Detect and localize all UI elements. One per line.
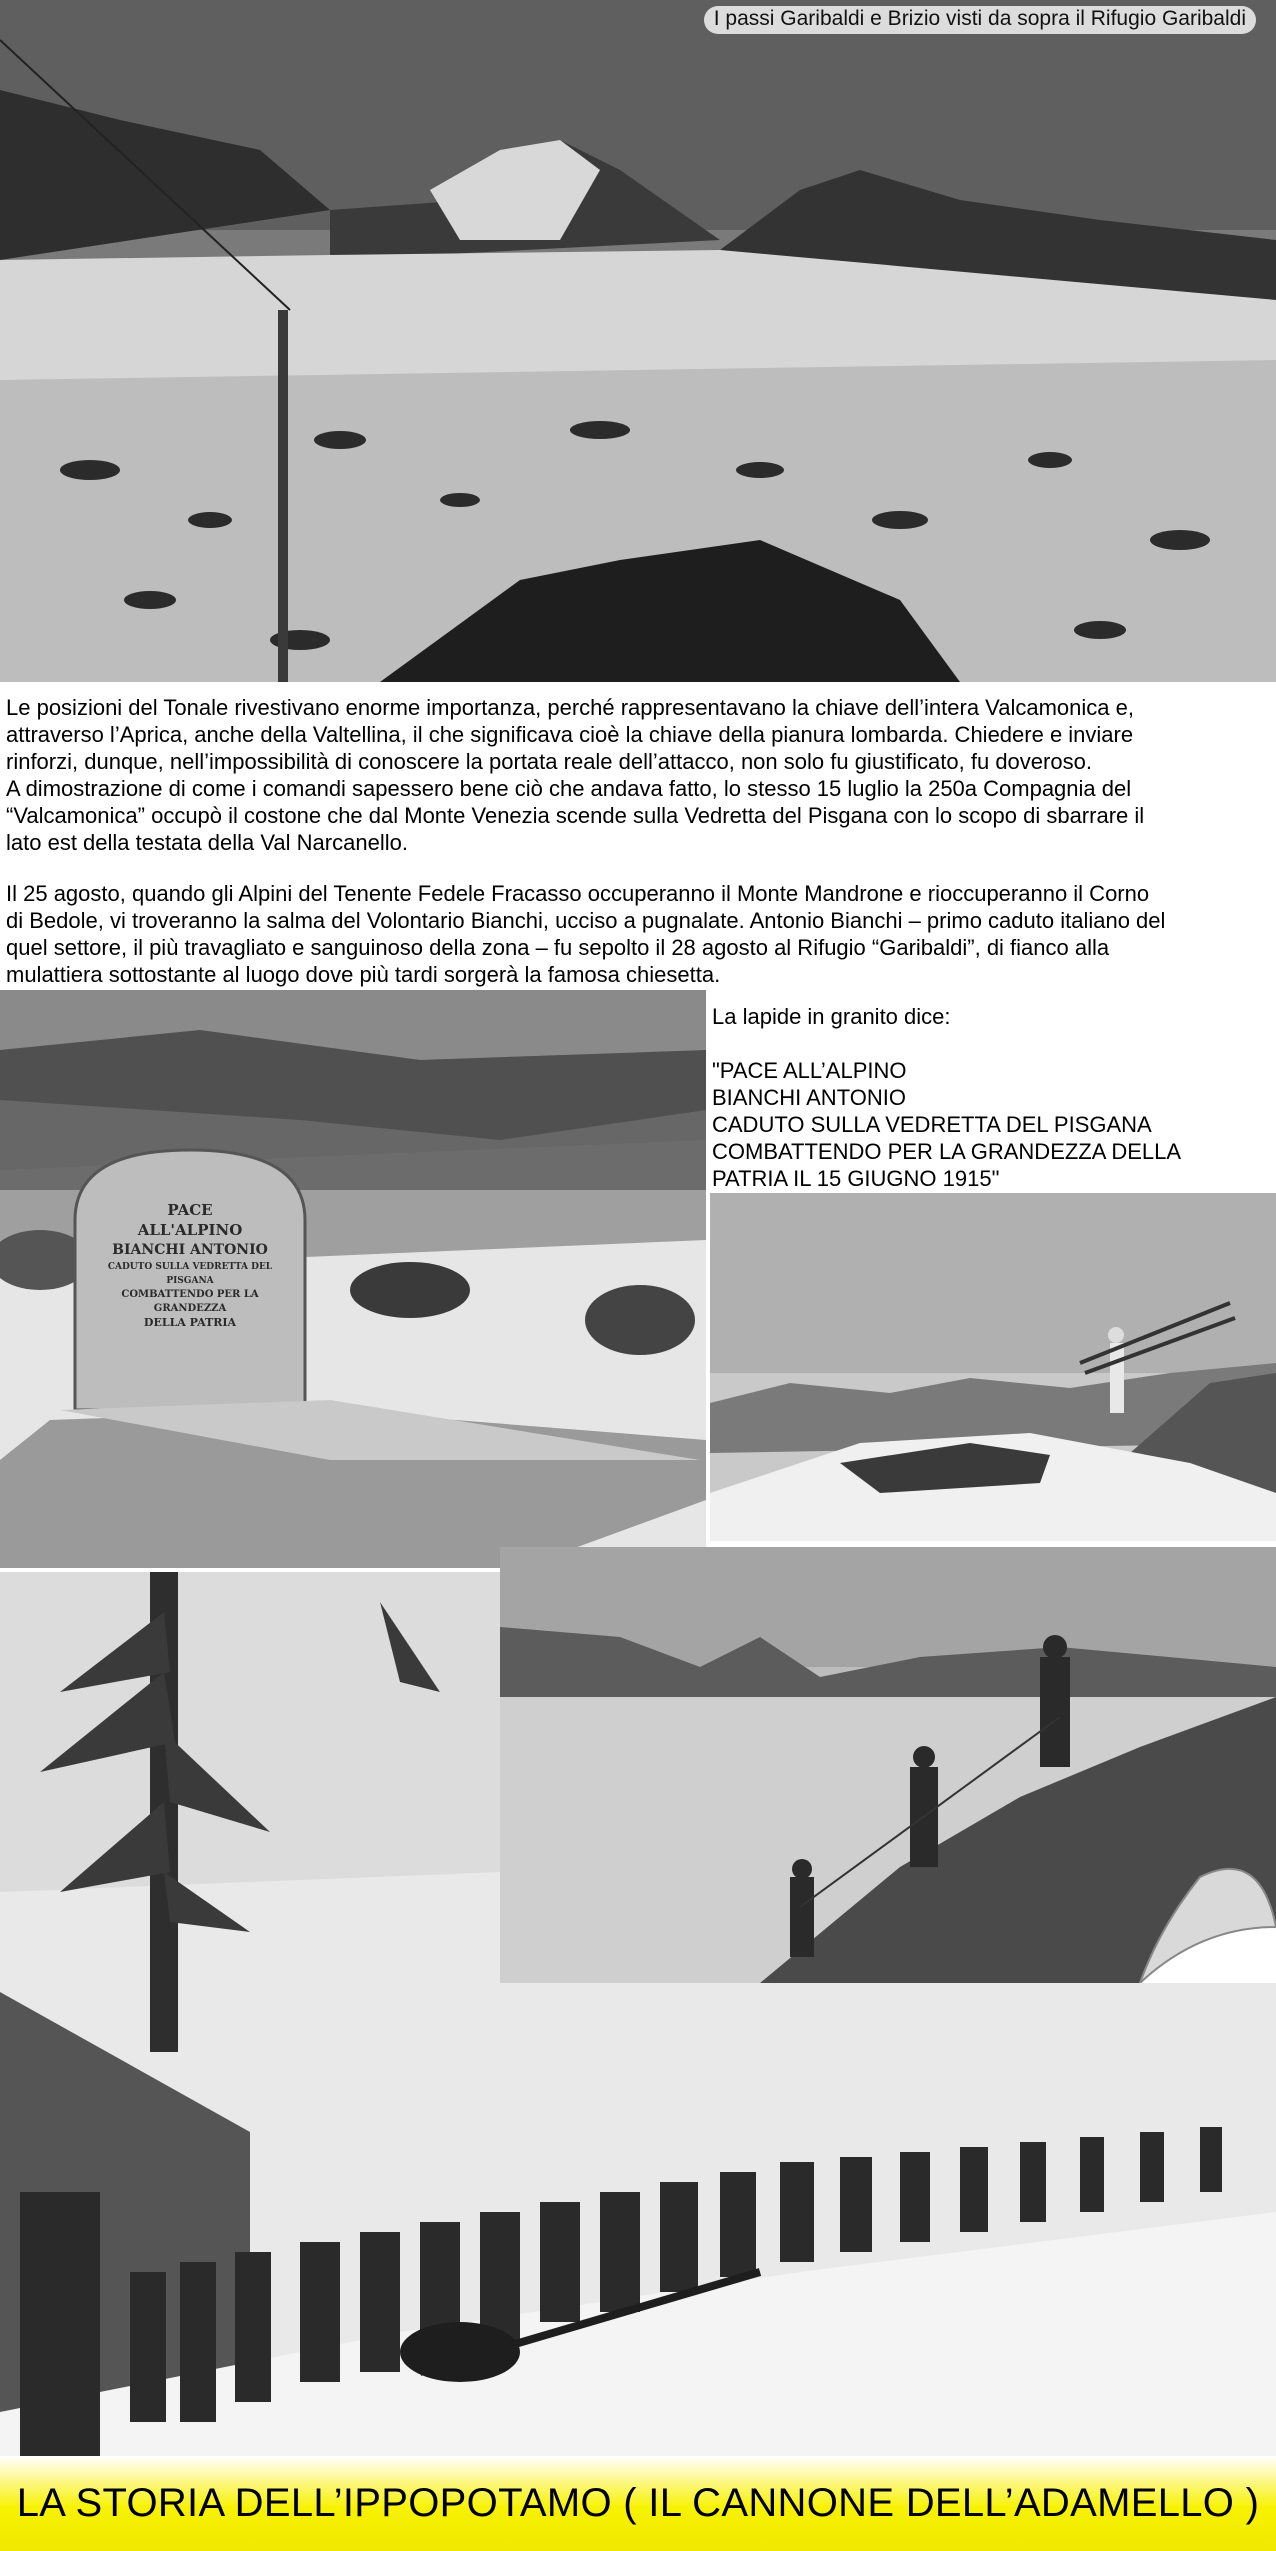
engraving-line: ALL'ALPINO <box>137 1221 243 1239</box>
text-line: quel settore, il più travagliato e sanguinoso della zona – fu sepolto il 28 agosto al Rifugio “Garibaldi”, di fianco alla <box>6 935 1110 960</box>
inscription-line: "PACE ALL’ALPINO <box>712 1058 907 1083</box>
text-line: Le posizioni del Tonale rivestivano enorme importanza, perché rappresentavano la chiave dell’intera Valcamonica e, <box>6 695 1134 720</box>
banner-title: LA STORIA DELL’IPPOPOTAMO ( IL CANNONE DELL’ADAMELLO ) <box>16 2481 1260 2525</box>
engraving-line: BIANCHI ANTONIO <box>112 1242 268 1258</box>
photo-caption: I passi Garibaldi e Brizio visti da sopra il Rifugio Garibaldi <box>704 6 1256 34</box>
inscription-line: BIANCHI ANTONIO <box>712 1085 906 1110</box>
inscription-intro: La lapide in granito dice: <box>712 1004 951 1029</box>
text-line: rinforzi, dunque, nell’impossibilità di conoscere la portata reale dell’attacco, non solo fu giustificato, fu doveroso. <box>6 749 1092 774</box>
text-line: di Bedole, vi troveranno la salma del Volontario Bianchi, ucciso a pugnalate. Antonio Bianchi – primo caduto italiano del <box>6 908 1166 933</box>
engraving-line: DELLA PATRIA <box>143 1316 237 1329</box>
photo-mountain-passes <box>0 0 1276 682</box>
article-paragraph-2 <box>6 880 1268 988</box>
engraving-line: COMBATTENDO PER LA GRANDEZZA <box>121 1289 259 1314</box>
engraving-line: PACE <box>167 1201 213 1219</box>
photo-climbers-rocks <box>500 1547 1276 1983</box>
inscription-line: COMBATTENDO PER LA GRANDEZZA DELLA <box>712 1139 1182 1164</box>
text-line: lato est della testata della Val Narcanello. <box>6 830 408 855</box>
text-line: Il 25 agosto, quando gli Alpini del Tenente Fedele Fracasso occuperanno il Monte Mandrone e rioccuperanno il Corno <box>6 881 1150 906</box>
text-line: “Valcamonica” occupò il costone che dal Monte Venezia scende sulla Vedretta del Pisgana con lo scopo di sbarrare il <box>6 803 1145 828</box>
inscription-text <box>712 1003 1272 1192</box>
engraving-line: CADUTO SULLA VEDRETTA DEL PISGANA <box>107 1262 273 1286</box>
photo-tombstone <box>0 990 706 1568</box>
text-line: mulattiera sottostante al luogo dove più tardi sorgerà la famosa chiesetta. <box>6 962 721 987</box>
inscription-line: PATRIA IL 15 GIUGNO 1915" <box>712 1166 1000 1191</box>
text-line: attraverso l’Aprica, anche della Valtellina, il che significava cioè la chiave della pianura lombarda. Chiedere e inviare <box>6 722 1134 747</box>
inscription-line: CADUTO SULLA VEDRETTA DEL PISGANA <box>712 1112 1152 1137</box>
title-banner <box>0 2456 1276 2551</box>
tombstone-engraving <box>85 1200 295 1330</box>
text-line: A dimostrazione di come i comandi sapessero bene ciò che andava fatto, lo stesso 15 luglio la 250a Compagnia del <box>6 776 1132 801</box>
article-paragraph-1 <box>6 694 1268 856</box>
photo-skier-ridge <box>710 1193 1276 1541</box>
